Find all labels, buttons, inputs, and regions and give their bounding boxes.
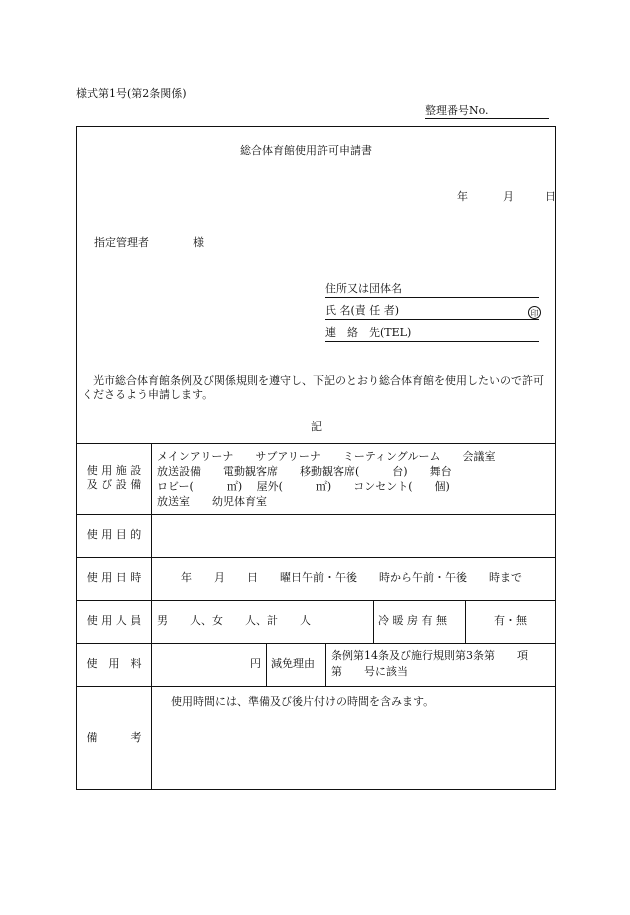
reference-number-label: 整理番号No. xyxy=(425,104,489,117)
date-year: 年 xyxy=(457,190,468,203)
label-column-divider xyxy=(151,443,152,789)
applicant-contact-label: 連 絡 先(TEL) xyxy=(325,326,412,339)
applicant-address-label: 住所又は団体名 xyxy=(325,282,402,295)
remarks-text: 使用時間には、準備及び後片付けの時間を含みます。 xyxy=(171,695,435,708)
purpose-field[interactable] xyxy=(157,528,552,542)
applicant-address-field[interactable] xyxy=(325,281,539,298)
applicant-name-field[interactable] xyxy=(325,303,539,320)
date-day: 日 xyxy=(545,190,556,203)
facilities-label-line2: 及 び 設 備 xyxy=(86,478,142,491)
fee-exemption-divider xyxy=(266,643,267,686)
facility-options-row4[interactable]: 放送室 幼児体育室 xyxy=(157,495,267,508)
people-count-field[interactable]: 男 人、女 人、計 人 xyxy=(157,614,311,627)
addressee: 指定管理者 様 xyxy=(94,236,204,249)
datetime-label: 使 用 日 時 xyxy=(86,571,142,584)
date-month: 月 xyxy=(503,190,514,203)
ac-value-divider xyxy=(465,600,466,643)
form-number: 様式第1号(第2条関係) xyxy=(76,87,187,100)
seal-mark: 印 xyxy=(528,306,541,319)
people-ac-divider xyxy=(373,600,374,643)
purpose-label: 使 用 目 的 xyxy=(86,528,142,541)
row-divider xyxy=(76,600,556,601)
applicant-contact-field[interactable] xyxy=(325,325,539,342)
facility-options-row3[interactable]: ロビー( ㎡) 屋外( ㎡) コンセント( 個) xyxy=(157,480,450,493)
table-top-border xyxy=(76,443,556,444)
ki-marker: 記 xyxy=(311,420,322,433)
row-divider xyxy=(76,557,556,558)
ac-choice[interactable]: 有・無 xyxy=(494,614,527,627)
exemption-line1[interactable]: 条例第14条及び施行規則第3条第 項 xyxy=(331,649,528,662)
facilities-label xyxy=(77,464,151,492)
applicant-name-label: 氏 名(責 任 者) xyxy=(325,304,400,317)
exemption-label: 減免理由 xyxy=(271,657,315,670)
exemption-value-divider xyxy=(325,643,326,686)
ac-label: 冷 暖 房 有 無 xyxy=(378,614,447,627)
row-divider xyxy=(76,686,556,687)
document-title: 総合体育館使用許可申請書 xyxy=(240,144,372,157)
intro-paragraph: 光市総合体育館条例及び関係規則を遵守し、下記のとおり総合体育館を使用したいので許可くださるよう申請します。 xyxy=(82,374,544,401)
exemption-line2[interactable]: 第 号に該当 xyxy=(331,665,408,678)
fee-yen-unit: 円 xyxy=(250,657,261,670)
row-divider xyxy=(76,643,556,644)
facility-options-row2[interactable]: 放送設備 電動観客席 移動観客席( 台) 舞台 xyxy=(157,465,452,478)
reference-number-field[interactable] xyxy=(425,104,549,119)
people-label: 使 用 人 員 xyxy=(86,614,142,627)
facilities-label-line1: 使 用 施 設 xyxy=(86,464,142,477)
datetime-field[interactable]: 年 月 日 曜日午前・午後 時から午前・午後 時まで xyxy=(181,571,522,584)
remarks-label: 備 考 xyxy=(86,731,142,744)
row-divider xyxy=(76,514,556,515)
application-date[interactable] xyxy=(457,190,556,204)
facility-options-row1[interactable]: メインアリーナ サブアリーナ ミーティングルーム 会議室 xyxy=(157,450,496,463)
fee-label: 使 用 料 xyxy=(86,657,142,670)
